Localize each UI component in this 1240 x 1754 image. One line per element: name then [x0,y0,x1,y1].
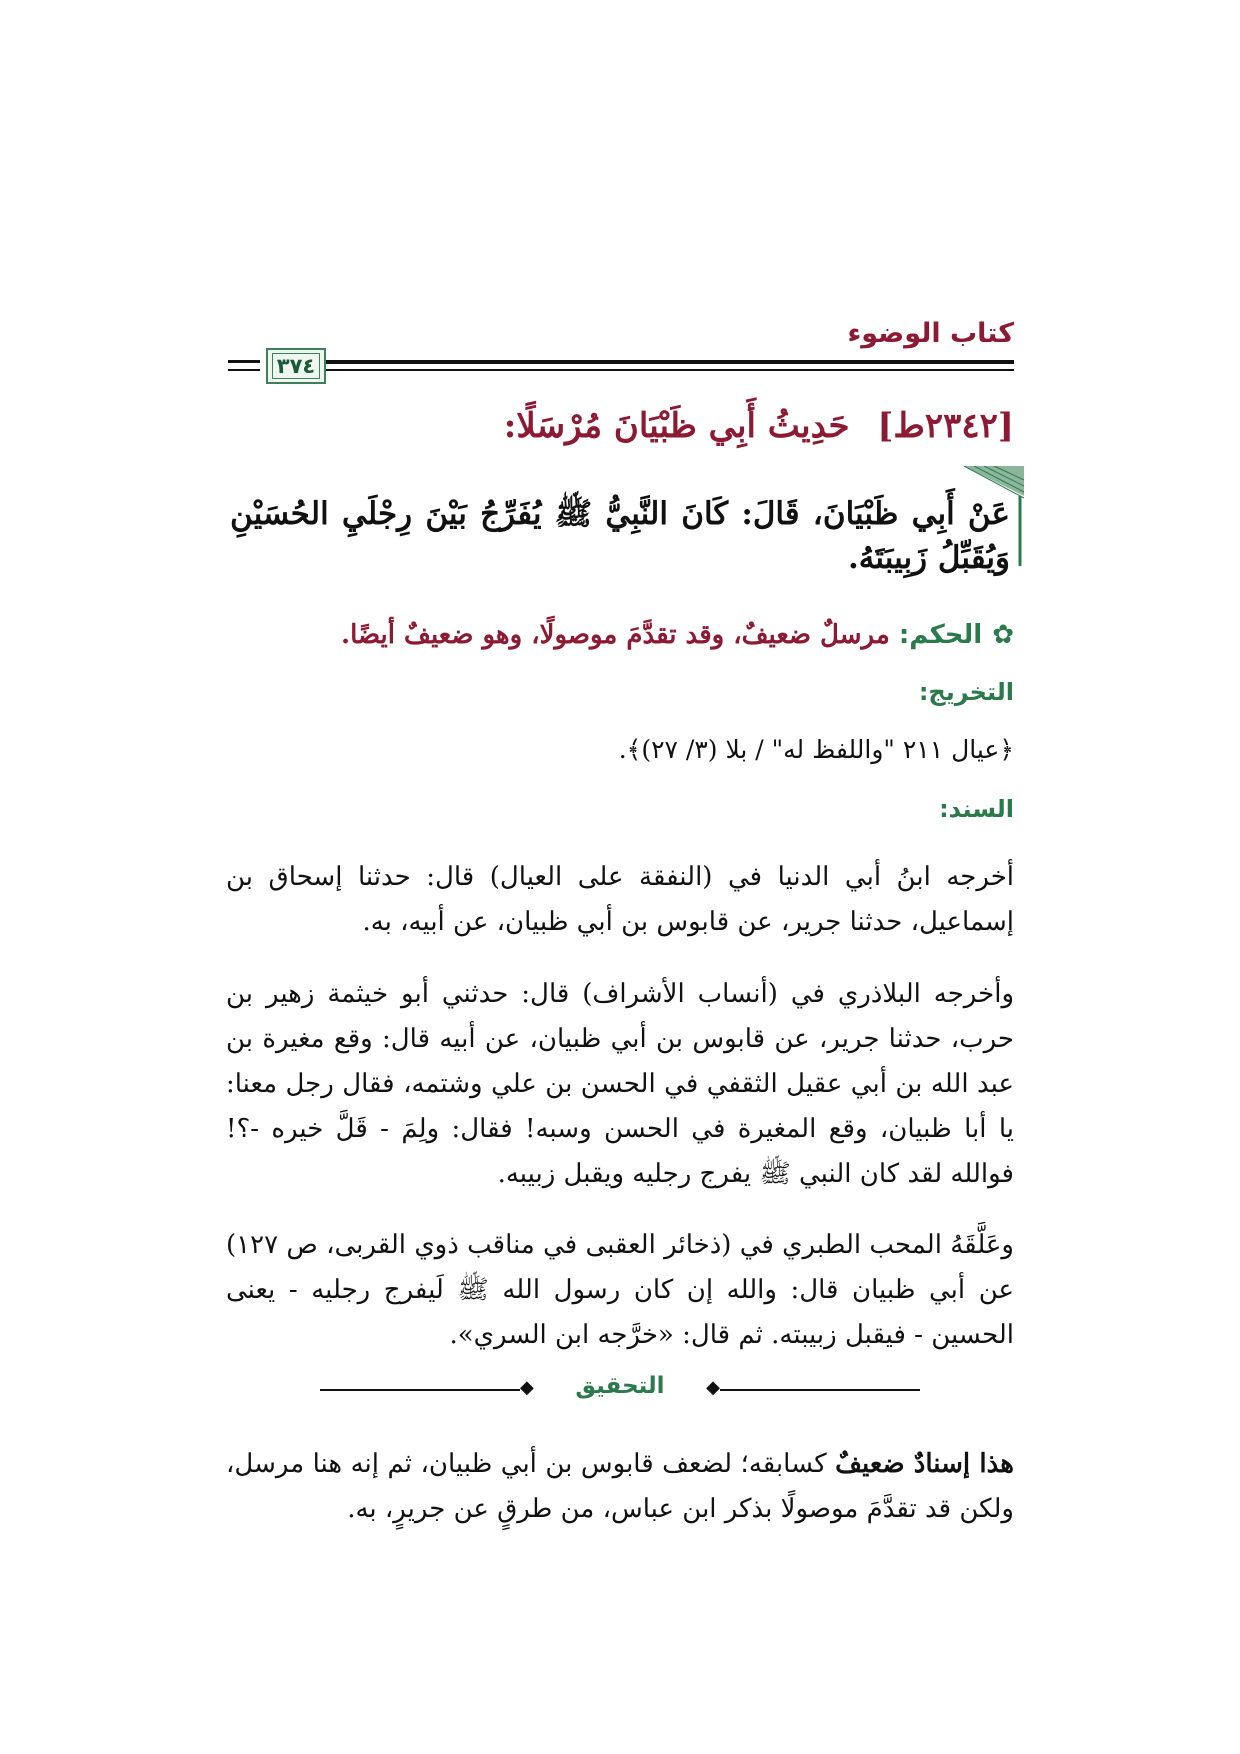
ruling-label: الحكم: [898,620,983,650]
sanad-paragraph-1: أخرجه ابنُ أبي الدنيا في (النفقة على العيال) قال: حدثنا إسحاق بن إسماعيل، حدثنا جرير، عن قابوس بن أبي ظبيان، عن أبيه، به. [226,862,1014,937]
divider-ornament-icon: ◆ [520,1377,534,1398]
ruling-line [341,620,1014,650]
tahqiq-text: كسابقه؛ لضعف قابوس بن أبي ظبيان، ثم إنه هنا مرسل، ولكن قد تقدَّمَ موصولًا بذكر ابن عباس، من طرقٍ عن جريرٍ، به. [226,1449,1014,1524]
header-rule-left [228,360,260,363]
takhrij-line: ﴿عيال ٢١١ "واللفظ له" / بلا (٣/ ٢٧)﴾. [618,735,1014,764]
header-rule-thin [308,369,1014,371]
header-rule-left-thin [228,369,260,371]
page-number: ٣٧٤ [272,353,320,379]
tahqiq-lead: هذا إسنادٌ ضعيفٌ [835,1449,1015,1479]
page-header [228,318,1014,388]
hadith-number: [٢٣٤٢ط] [877,406,1014,446]
hadith-title: حَدِيثُ أَبِي ظَبْيَانَ مُرْسَلًا: [503,406,850,446]
hadith-matn-block [232,466,1024,576]
sanad-label: السند: [939,795,1014,823]
tahqiq-label: التحقيق [575,1373,665,1399]
hadith-matn: عَنْ أَبِي ظَبْيَانَ، قَالَ: كَانَ النَّبِيُّ ﷺ يُفَرِّجُ بَيْنَ رِجْلَيِ الحُسَيْنِ وَيُقَبِّلُ زَبِيبَتَهُ. [230,496,1010,576]
ruling-text: مرسلٌ ضعيفٌ، وقد تقدَّمَ موصولًا، وهو ضعيفٌ أيضًا. [341,620,890,650]
tahqiq-paragraph [226,1442,1014,1532]
page-number-badge [266,348,326,384]
sanad-paragraph-2: وأخرجه البلاذري في (أنساب الأشراف) قال: حدثني أبو خيثمة زهير بن حرب، حدثنا جرير، عن قابوس بن أبي ظبيان، عن أبيه قال: وقع مغيرة بن عبد الله بن أبي عقيل الثقفي في الحسن بن علي وشتمه، فقال رجل معنا: يا أبا ظبيان، وقع المغيرة في الحسن وسبه! فقال: ولِمَ - قَلَّ خيره -؟! فوالله لقد كان النبي ﷺ يفرج رجليه ويقبل زبيبه. [226,979,1014,1189]
flower-ornament-icon: ✿ [992,620,1014,650]
divider-ornament-icon: ◆ [706,1377,720,1398]
header-rule-thick [308,360,1014,364]
sanad-paragraph-3: وعَلَّقَهُ المحب الطبري في (ذخائر العقبى في مناقب ذوي القربى، ص ١٢٧) عن أبي ظبيان قال: والله إن كان رسول الله ﷺ لَيفرج رجليه - يعنى الحسين - فيقبل زبيبته. ثم قال: «خرَّجه ابن السري». [226,1230,1014,1350]
hadith-heading [504,406,1014,446]
book-title: كتاب الوضوء [847,318,1014,349]
tahqiq-divider [320,1375,920,1405]
takhrij-label: التخريج: [918,678,1014,706]
